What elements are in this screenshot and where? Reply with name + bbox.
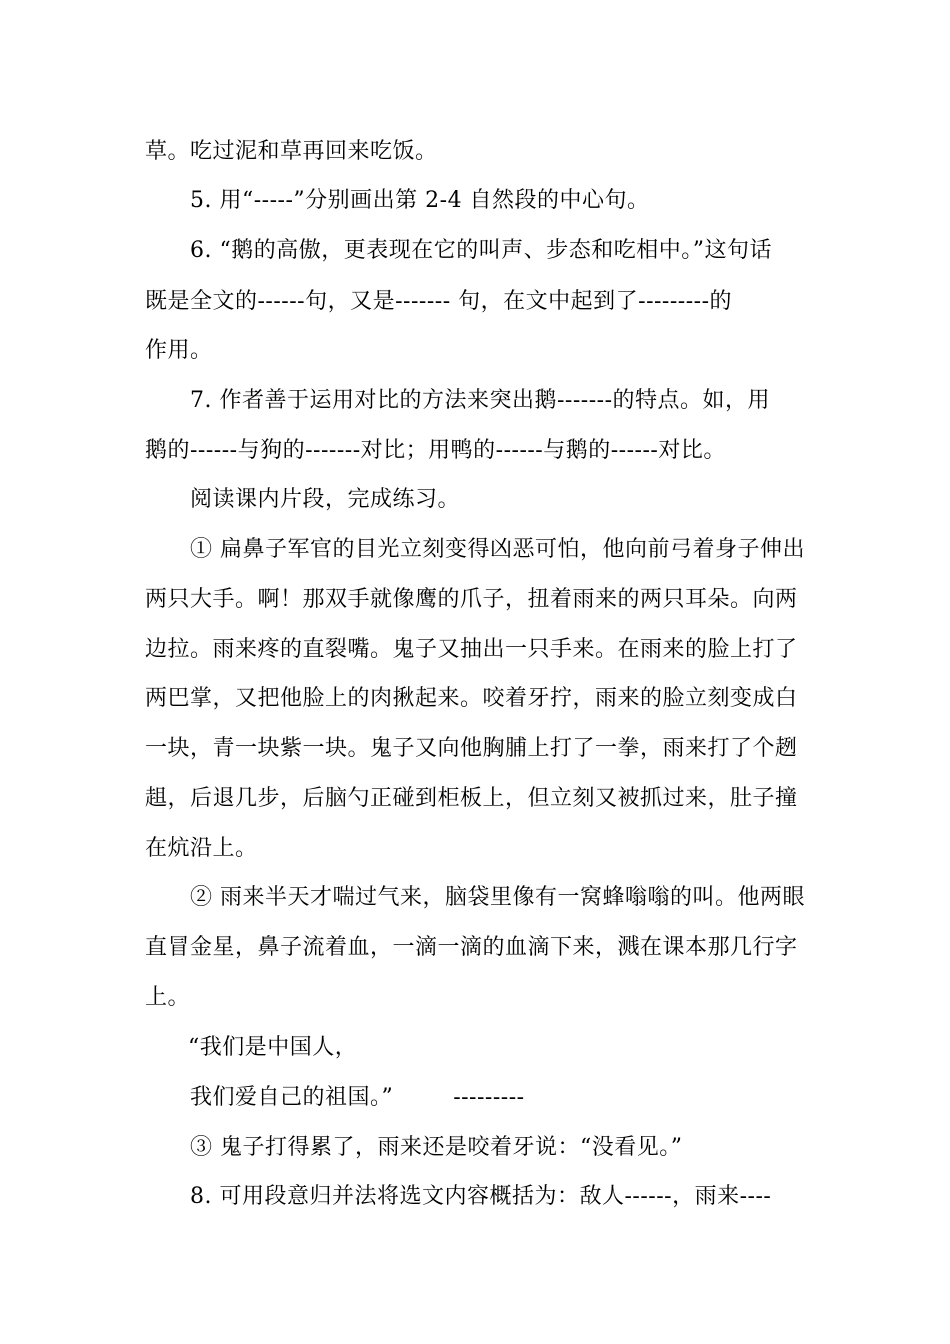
passage-para-2: ② 雨来半天才喘过气来，脑袋里像有一窝蜂嗡嗡的叫。他两眼 xyxy=(190,885,805,910)
passage-para-1-line-4: 两巴掌，又把他脸上的肉揪起来。咬着牙拧，雨来的脸立刻变成白 xyxy=(145,686,798,711)
passage-para-1-line-7: 在炕沿上。 xyxy=(145,836,258,861)
question-6: 6. “鹅的高傲，更表现在它的叫声、步态和吃相中。”这句话 xyxy=(190,238,772,263)
passage-para-1-line-3: 边拉。雨来疼的直裂嘴。鬼子又抽出一只手来。在雨来的脸上打了 xyxy=(145,637,798,662)
question-7-line-2: 鹅的------与狗的-------对比；用鸭的------与鹅的------对比。 xyxy=(145,438,726,463)
poem-line-1: “我们是中国人， xyxy=(188,1035,358,1060)
passage-para-1-line-5: 一块，青一块紫一块。鬼子又向他胸脯上打了一拳，雨来打了个趔 xyxy=(145,736,798,761)
question-6-line-2: 既是全文的------句，又是------- 句，在文中起到了---------的 xyxy=(145,289,733,314)
question-8: 8. 可用段意归并法将选文内容概括为：敌人------，雨来---- xyxy=(190,1184,772,1209)
passage-para-2-line-2: 直冒金星，鼻子流着血，一滴一滴的血滴下来，溅在课本那几行字 xyxy=(145,935,798,960)
poem-line-2: 我们爱自己的祖国。” --------- xyxy=(190,1085,525,1110)
passage-para-2-line-3: 上。 xyxy=(145,985,191,1010)
question-7: 7. 作者善于运用对比的方法来突出鹅-------的特点。如，用 xyxy=(190,388,771,413)
passage-para-1: ① 扁鼻子军官的目光立刻变得凶恶可怕，他向前弓着身子伸出 xyxy=(190,537,805,562)
reading-instruction: 阅读课内片段，完成练习。 xyxy=(190,487,461,512)
text-line-1: 草。吃过泥和草再回来吃饭。 xyxy=(145,139,438,164)
passage-para-1-line-6: 趄，后退几步，后脑勺正碰到柜板上，但立刻又被抓过来，肚子撞 xyxy=(145,786,798,811)
passage-para-1-line-2: 两只大手。啊！那双手就像鹰的爪子，扭着雨来的两只耳朵。向两 xyxy=(145,587,798,612)
passage-para-3: ③ 鬼子打得累了，雨来还是咬着牙说：“没看见。” xyxy=(190,1135,683,1160)
question-6-line-3: 作用。 xyxy=(145,338,213,363)
question-5: 5. 用“-----”分别画出第 2-4 自然段的中心句。 xyxy=(190,188,650,213)
